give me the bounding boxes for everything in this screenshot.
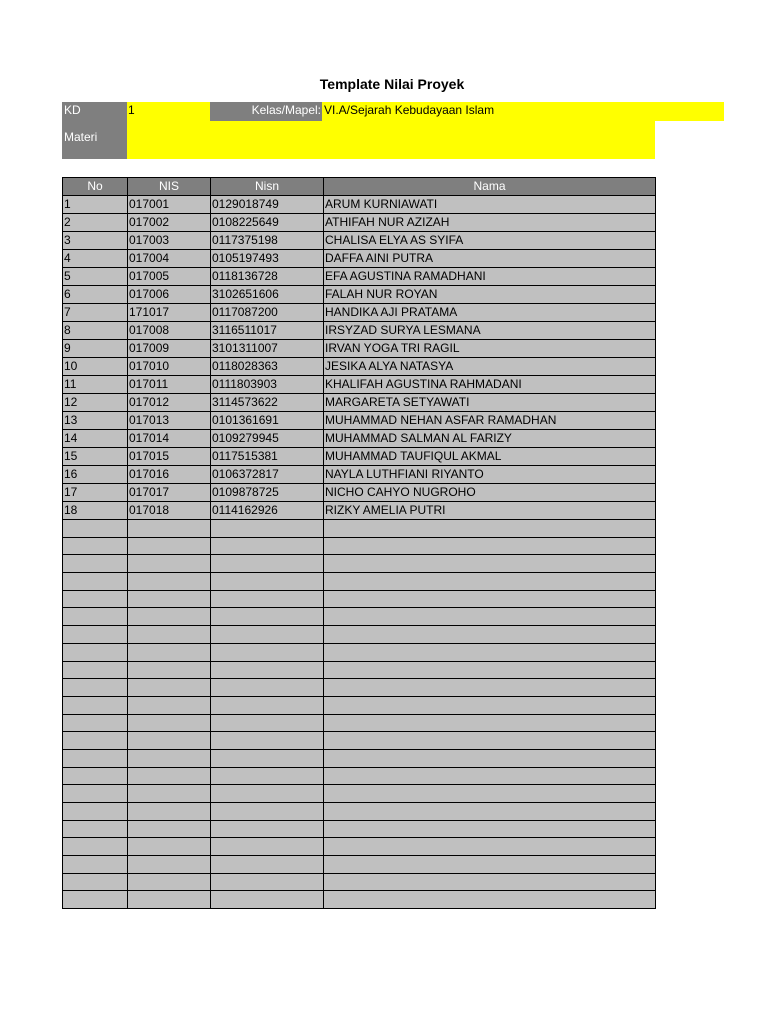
cell-nis-empty[interactable] (128, 679, 211, 697)
cell-nisn-empty[interactable] (211, 767, 324, 785)
cell-no[interactable]: 13 (63, 412, 128, 430)
empty-table-row (63, 608, 656, 626)
cell-no[interactable]: 7 (63, 304, 128, 322)
cell-no-empty[interactable] (63, 626, 128, 644)
table-row (63, 394, 656, 412)
column-header-nisn: Nisn (211, 178, 324, 196)
kd-value[interactable]: 1 (127, 102, 210, 121)
cell-no[interactable]: 1 (63, 196, 128, 214)
cell-no[interactable]: 16 (63, 466, 128, 484)
cell-nisn-empty[interactable] (211, 573, 324, 591)
cell-nis[interactable]: 017012 (128, 394, 211, 412)
cell-nis[interactable]: 017009 (128, 340, 211, 358)
table-row (63, 196, 656, 214)
cell-nis[interactable]: 017010 (128, 358, 211, 376)
cell-no[interactable]: 18 (63, 502, 128, 520)
cell-nisn[interactable]: 3102651606 (211, 286, 324, 304)
empty-table-row (63, 749, 656, 767)
cell-no-empty[interactable] (63, 732, 128, 750)
cell-nama-empty[interactable] (324, 749, 656, 767)
empty-table-row (63, 626, 656, 644)
cell-nisn[interactable]: 0105197493 (211, 250, 324, 268)
column-header-nis: NIS (128, 178, 211, 196)
table-row (63, 502, 656, 520)
cell-nama[interactable]: MUHAMMAD SALMAN AL FARIZY (324, 430, 656, 448)
cell-no-empty[interactable] (63, 714, 128, 732)
cell-nama[interactable]: FALAH NUR ROYAN (324, 286, 656, 304)
cell-nis[interactable]: 017004 (128, 250, 211, 268)
cell-nisn[interactable]: 0117087200 (211, 304, 324, 322)
kelas-mapel-value[interactable]: VI.A/Sejarah Kebudayaan Islam (322, 102, 724, 121)
empty-table-row (63, 891, 656, 909)
cell-nis[interactable]: 017011 (128, 376, 211, 394)
empty-table-row (63, 714, 656, 732)
cell-nama-empty[interactable] (324, 767, 656, 785)
cell-nama[interactable]: MUHAMMAD TAUFIQUL AKMAL (324, 448, 656, 466)
empty-table-row (63, 555, 656, 573)
cell-nis-empty[interactable] (128, 626, 211, 644)
table-row (63, 358, 656, 376)
cell-nama-empty[interactable] (324, 732, 656, 750)
empty-table-row (63, 573, 656, 591)
cell-nis-empty[interactable] (128, 749, 211, 767)
empty-table-row (63, 820, 656, 838)
cell-no-empty[interactable] (63, 820, 128, 838)
cell-nama[interactable]: ARUM KURNIAWATI (324, 196, 656, 214)
cell-nama-empty[interactable] (324, 626, 656, 644)
cell-nisn[interactable]: 0109279945 (211, 430, 324, 448)
cell-nama[interactable]: EFA AGUSTINA RAMADHANI (324, 268, 656, 286)
cell-nisn-empty[interactable] (211, 590, 324, 608)
cell-nis[interactable]: 017003 (128, 232, 211, 250)
table-row (63, 430, 656, 448)
cell-nama[interactable]: ATHIFAH NUR AZIZAH (324, 214, 656, 232)
cell-nis[interactable]: 017017 (128, 484, 211, 502)
cell-no-empty[interactable] (63, 891, 128, 909)
cell-no[interactable]: 14 (63, 430, 128, 448)
cell-nisn[interactable]: 3114573622 (211, 394, 324, 412)
cell-no-empty[interactable] (63, 573, 128, 591)
cell-nama-empty[interactable] (324, 803, 656, 821)
cell-nisn[interactable]: 0117515381 (211, 448, 324, 466)
cell-nis-empty[interactable] (128, 590, 211, 608)
column-header-no: No (63, 178, 128, 196)
cell-nis-empty[interactable] (128, 608, 211, 626)
kd-label: KD (62, 102, 127, 121)
cell-no-empty[interactable] (63, 608, 128, 626)
cell-no-empty[interactable] (63, 643, 128, 661)
cell-nama-empty[interactable] (324, 873, 656, 891)
table-row (63, 376, 656, 394)
cell-nisn-empty[interactable] (211, 820, 324, 838)
cell-no[interactable]: 15 (63, 448, 128, 466)
cell-nis[interactable]: 171017 (128, 304, 211, 322)
cell-no[interactable]: 11 (63, 376, 128, 394)
cell-nis-empty[interactable] (128, 873, 211, 891)
cell-nama[interactable]: RIZKY AMELIA PUTRI (324, 502, 656, 520)
cell-nama-empty[interactable] (324, 679, 656, 697)
cell-nis-empty[interactable] (128, 767, 211, 785)
cell-nis-empty[interactable] (128, 732, 211, 750)
cell-nisn[interactable]: 0117375198 (211, 232, 324, 250)
table-header-row (63, 178, 656, 196)
table-row (63, 412, 656, 430)
cell-no[interactable]: 9 (63, 340, 128, 358)
cell-nisn[interactable]: 0106372817 (211, 466, 324, 484)
cell-nisn[interactable]: 0129018749 (211, 196, 324, 214)
cell-nisn-empty[interactable] (211, 838, 324, 856)
cell-nis-empty[interactable] (128, 520, 211, 538)
cell-nisn-empty[interactable] (211, 714, 324, 732)
cell-nama-empty[interactable] (324, 714, 656, 732)
empty-table-row (63, 767, 656, 785)
cell-no[interactable]: 2 (63, 214, 128, 232)
table-row (63, 232, 656, 250)
cell-nama-empty[interactable] (324, 520, 656, 538)
cell-nis[interactable]: 017013 (128, 412, 211, 430)
cell-no-empty[interactable] (63, 679, 128, 697)
cell-no[interactable]: 10 (63, 358, 128, 376)
empty-table-row (63, 785, 656, 803)
cell-nisn-empty[interactable] (211, 732, 324, 750)
cell-no-empty[interactable] (63, 520, 128, 538)
cell-nis-empty[interactable] (128, 643, 211, 661)
cell-nis-empty[interactable] (128, 696, 211, 714)
cell-no[interactable]: 3 (63, 232, 128, 250)
table-row (63, 340, 656, 358)
empty-table-row (63, 803, 656, 821)
cell-nama[interactable]: DAFFA AINI PUTRA (324, 250, 656, 268)
cell-no-empty[interactable] (63, 661, 128, 679)
cell-nama[interactable]: MARGARETA SETYAWATI (324, 394, 656, 412)
cell-no-empty[interactable] (63, 803, 128, 821)
cell-no-empty[interactable] (63, 767, 128, 785)
cell-no[interactable]: 4 (63, 250, 128, 268)
empty-table-row (63, 590, 656, 608)
cell-nama-empty[interactable] (324, 696, 656, 714)
table-row (63, 286, 656, 304)
cell-nis[interactable]: 017015 (128, 448, 211, 466)
cell-nisn[interactable]: 3101311007 (211, 340, 324, 358)
kelas-mapel-label: Kelas/Mapel: (210, 102, 322, 121)
empty-table-row (63, 643, 656, 661)
cell-nis-empty[interactable] (128, 555, 211, 573)
cell-no-empty[interactable] (63, 856, 128, 874)
cell-nisn-empty[interactable] (211, 643, 324, 661)
cell-nis-empty[interactable] (128, 838, 211, 856)
empty-table-row (63, 732, 656, 750)
cell-nisn-empty[interactable] (211, 856, 324, 874)
table-row (63, 448, 656, 466)
cell-no[interactable]: 6 (63, 286, 128, 304)
cell-nis-empty[interactable] (128, 891, 211, 909)
cell-nama-empty[interactable] (324, 590, 656, 608)
cell-nisn-empty[interactable] (211, 891, 324, 909)
table-row (63, 304, 656, 322)
materi-value[interactable] (127, 121, 655, 159)
cell-nis[interactable]: 017002 (128, 214, 211, 232)
cell-no-empty[interactable] (63, 785, 128, 803)
cell-nisn[interactable]: 0109878725 (211, 484, 324, 502)
cell-nisn[interactable]: 0118028363 (211, 358, 324, 376)
table-row (63, 250, 656, 268)
cell-nisn-empty[interactable] (211, 803, 324, 821)
cell-nisn[interactable]: 0108225649 (211, 214, 324, 232)
cell-nama[interactable]: IRVAN YOGA TRI RAGIL (324, 340, 656, 358)
cell-nisn[interactable]: 0101361691 (211, 412, 324, 430)
table-row (63, 484, 656, 502)
cell-nama-empty[interactable] (324, 856, 656, 874)
empty-table-row (63, 873, 656, 891)
cell-nisn-empty[interactable] (211, 749, 324, 767)
cell-nama[interactable]: IRSYZAD SURYA LESMANA (324, 322, 656, 340)
cell-no-empty[interactable] (63, 696, 128, 714)
empty-table-row (63, 520, 656, 538)
cell-nis-empty[interactable] (128, 573, 211, 591)
cell-nisn[interactable]: 3116511017 (211, 322, 324, 340)
cell-nisn[interactable]: 0114162926 (211, 502, 324, 520)
cell-nisn-empty[interactable] (211, 626, 324, 644)
cell-nama[interactable]: MUHAMMAD NEHAN ASFAR RAMADHAN (324, 412, 656, 430)
cell-nisn-empty[interactable] (211, 608, 324, 626)
cell-no[interactable]: 12 (63, 394, 128, 412)
table-row (63, 322, 656, 340)
cell-nama-empty[interactable] (324, 555, 656, 573)
cell-nis-empty[interactable] (128, 785, 211, 803)
cell-nama[interactable]: HANDIKA AJI PRATAMA (324, 304, 656, 322)
cell-no[interactable]: 8 (63, 322, 128, 340)
cell-nama-empty[interactable] (324, 537, 656, 555)
cell-no[interactable]: 17 (63, 484, 128, 502)
cell-no-empty[interactable] (63, 537, 128, 555)
cell-nisn-empty[interactable] (211, 679, 324, 697)
cell-nisn[interactable]: 0111803903 (211, 376, 324, 394)
cell-nisn[interactable]: 0118136728 (211, 268, 324, 286)
cell-nama[interactable]: CHALISA ELYA AS SYIFA (324, 232, 656, 250)
empty-table-row (63, 856, 656, 874)
table-row (63, 466, 656, 484)
cell-nama-empty[interactable] (324, 785, 656, 803)
cell-nama-empty[interactable] (324, 573, 656, 591)
cell-nis-empty[interactable] (128, 820, 211, 838)
cell-nis[interactable]: 017014 (128, 430, 211, 448)
cell-no[interactable]: 5 (63, 268, 128, 286)
page-title: Template Nilai Proyek (319, 76, 465, 92)
cell-no-empty[interactable] (63, 555, 128, 573)
cell-nisn-empty[interactable] (211, 537, 324, 555)
cell-nis[interactable]: 017005 (128, 268, 211, 286)
cell-nama-empty[interactable] (324, 643, 656, 661)
cell-nis[interactable]: 017008 (128, 322, 211, 340)
column-header-nama: Nama (324, 178, 656, 196)
cell-nisn-empty[interactable] (211, 661, 324, 679)
cell-nisn-empty[interactable] (211, 520, 324, 538)
empty-table-row (63, 696, 656, 714)
empty-table-row (63, 537, 656, 555)
student-table (62, 177, 656, 909)
table-row (63, 214, 656, 232)
cell-nama[interactable]: JESIKA ALYA NATASYA (324, 358, 656, 376)
cell-no-empty[interactable] (63, 590, 128, 608)
cell-nis[interactable]: 017001 (128, 196, 211, 214)
materi-label: Materi (62, 121, 127, 159)
cell-nama-empty[interactable] (324, 608, 656, 626)
cell-nama[interactable]: NICHO CAHYO NUGROHO (324, 484, 656, 502)
cell-nis[interactable]: 017006 (128, 286, 211, 304)
cell-nama-empty[interactable] (324, 838, 656, 856)
cell-nis[interactable]: 017018 (128, 502, 211, 520)
cell-nisn-empty[interactable] (211, 785, 324, 803)
cell-nis-empty[interactable] (128, 714, 211, 732)
cell-nama[interactable]: KHALIFAH AGUSTINA RAHMADANI (324, 376, 656, 394)
cell-nisn-empty[interactable] (211, 555, 324, 573)
cell-nis-empty[interactable] (128, 537, 211, 555)
cell-nis-empty[interactable] (128, 856, 211, 874)
cell-nisn-empty[interactable] (211, 696, 324, 714)
cell-nis[interactable]: 017016 (128, 466, 211, 484)
empty-table-row (63, 661, 656, 679)
cell-nama-empty[interactable] (324, 891, 656, 909)
table-row (63, 268, 656, 286)
cell-no-empty[interactable] (63, 873, 128, 891)
cell-nama-empty[interactable] (324, 820, 656, 838)
empty-table-row (63, 838, 656, 856)
cell-nis-empty[interactable] (128, 803, 211, 821)
empty-table-row (63, 679, 656, 697)
cell-nis-empty[interactable] (128, 661, 211, 679)
cell-nama[interactable]: NAYLA LUTHFIANI RIYANTO (324, 466, 656, 484)
cell-no-empty[interactable] (63, 838, 128, 856)
cell-nisn-empty[interactable] (211, 873, 324, 891)
cell-nama-empty[interactable] (324, 661, 656, 679)
cell-no-empty[interactable] (63, 749, 128, 767)
